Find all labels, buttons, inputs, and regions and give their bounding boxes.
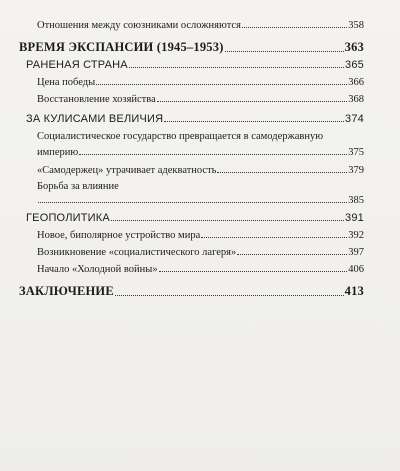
toc-entry xyxy=(37,230,364,241)
toc-entry-page: 406 xyxy=(348,264,364,275)
toc-entry-page: 363 xyxy=(344,40,364,54)
toc-entry-title: ЗАКЛЮЧЕНИЕ xyxy=(19,284,114,298)
toc-entry xyxy=(37,264,364,275)
toc-entry-title: Социалистическое государство превращается в самодержавную xyxy=(37,131,324,142)
toc-entry-title: ВРЕМЯ ЭКСПАНСИИ (1945–1953) xyxy=(19,40,224,54)
toc-entry-first-line xyxy=(37,181,364,192)
toc-entry-title-continued: империю xyxy=(37,147,79,158)
toc-entry-title: Новое, биполярное устройство мира xyxy=(37,230,201,241)
toc-leader-dots xyxy=(96,84,347,85)
toc-entry-title: Начало «Холодной войны» xyxy=(37,264,158,275)
toc-leader-dots xyxy=(111,220,344,221)
toc-part-heading xyxy=(19,284,364,299)
toc-leader-dots xyxy=(217,172,347,173)
toc-chapter-heading xyxy=(26,212,364,224)
toc-leader-dots xyxy=(159,271,348,272)
toc-leader-dots xyxy=(225,51,344,52)
toc-entry-title: Восстановление хозяйства xyxy=(37,94,156,105)
toc-leader-dots xyxy=(129,67,344,68)
toc-entry-page: 374 xyxy=(345,113,364,125)
toc-leader-dots xyxy=(115,295,344,296)
toc-entry-page: 379 xyxy=(348,165,364,176)
toc-entry-title: «Самодержец» утрачивает адекватность xyxy=(37,165,217,176)
toc-leader-dots xyxy=(38,202,347,203)
toc-entry-page: 397 xyxy=(348,247,364,258)
toc-entry-page: 365 xyxy=(345,59,364,71)
toc-entry-title: Цена победы xyxy=(37,77,96,88)
toc-leader-dots xyxy=(237,254,347,255)
toc-entry xyxy=(37,20,364,31)
toc-entry-title: Отношения между союзниками осложняются xyxy=(37,20,241,31)
toc-entry-page: 391 xyxy=(345,212,364,224)
toc-entry xyxy=(37,165,364,176)
toc-entry-first-line xyxy=(37,131,364,142)
toc-leader-dots xyxy=(157,101,347,102)
toc-entry xyxy=(37,247,364,258)
toc-chapter-heading xyxy=(26,113,364,125)
toc-leader-dots xyxy=(201,237,347,238)
toc-leader-dots xyxy=(242,27,347,28)
toc-entry-title: РАНЕНАЯ СТРАНА xyxy=(26,59,128,71)
toc-entry-title: ГЕОПОЛИТИКА xyxy=(26,212,110,224)
toc-entry-title: Возникновение «социалистического лагеря» xyxy=(37,247,237,258)
toc-entry-title: Борьба за влияние xyxy=(37,181,119,192)
toc-entry xyxy=(37,147,364,158)
toc-entry xyxy=(37,77,364,88)
toc-entry-page: 368 xyxy=(348,94,364,105)
toc-entry-page: 375 xyxy=(348,147,364,158)
toc-entry-page: 413 xyxy=(344,284,364,298)
toc-entry-page: 366 xyxy=(348,77,364,88)
toc-part-heading xyxy=(19,40,364,55)
toc-entry-page: 358 xyxy=(348,20,364,31)
toc-entry xyxy=(37,94,364,105)
toc-entry-page-line xyxy=(37,195,364,206)
toc-entry-page: 392 xyxy=(348,230,364,241)
toc-chapter-heading xyxy=(26,59,364,71)
toc-entry-title: ЗА КУЛИСАМИ ВЕЛИЧИЯ xyxy=(26,113,164,125)
toc-leader-dots xyxy=(79,154,347,155)
toc-leader-dots xyxy=(164,121,344,122)
toc-entry-page: 385 xyxy=(348,195,364,206)
